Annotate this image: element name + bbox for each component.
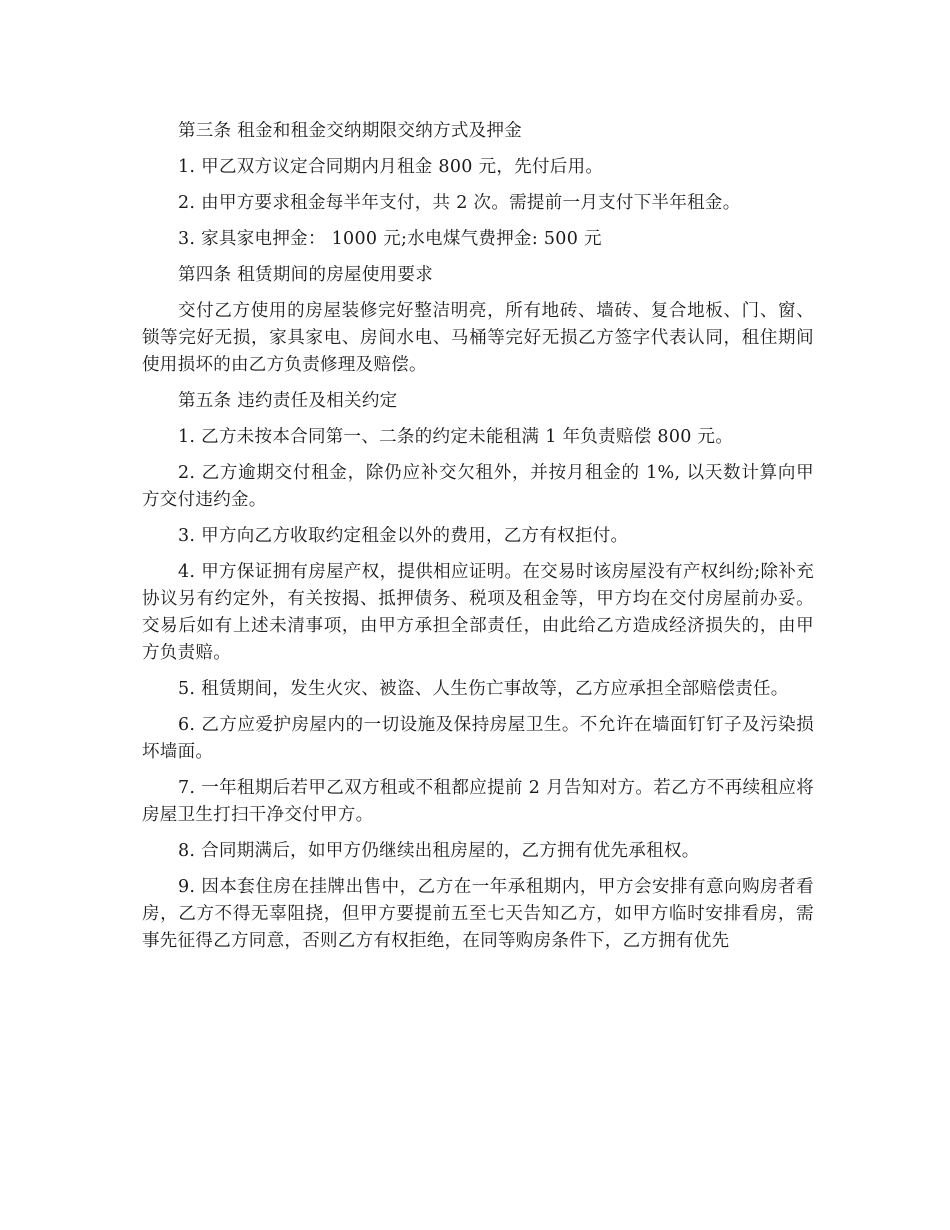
article-5-clause-2: 2. 乙方逾期交付租金，除仍应补交欠租外，并按月租金的 1%, 以天数计算向甲方交付违约金。 (142, 463, 814, 510)
article-5-clause-6: 6. 乙方应爱护房屋内的一切设施及保持房屋卫生。不允许在墙面钉钉子及污染损坏墙面。 (142, 715, 814, 762)
article-5-clause-5: 5. 租赁期间，发生火灾、被盗、人生伤亡事故等，乙方应承担全部赔偿责任。 (178, 679, 789, 699)
article-4-title: 第四条 租赁期间的房屋使用要求 (178, 265, 434, 285)
article-3-clause-1: 1. 甲乙双方议定合同期内月租金 800 元，先付后用。 (178, 157, 604, 177)
article-5-clause-1: 1. 乙方未按本合同第一、二条的约定未能租满 1 年负责赔偿 800 元。 (178, 427, 734, 447)
article-3-clause-2: 2. 由甲方要求租金每半年支付，共 2 次。需提前一月支付下半年租金。 (178, 193, 741, 213)
article-5-clause-7: 7. 一年租期后若甲乙双方租或不租都应提前 2 月告知对方。若乙方不再续租应将房屋卫生打扫干净交付甲方。 (142, 778, 814, 825)
article-3-title: 第三条 租金和租金交纳期限交纳方式及押金 (178, 121, 523, 141)
article-5-clause-3: 3. 甲方向乙方收取约定租金以外的费用，乙方有权拒付。 (178, 526, 629, 546)
article-4-body: 交付乙方使用的房屋装修完好整洁明亮，所有地砖、墙砖、复合地板、门、窗、锁等完好无损，家具家电、房间水电、马桶等完好无损乙方签字代表认同，租住期间使用损坏的由乙方负责修理及赔偿。 (142, 301, 814, 375)
article-5-title: 第五条 违约责任及相关约定 (178, 391, 398, 411)
document-body (142, 118, 814, 955)
article-5-clause-4: 4. 甲方保证拥有房屋产权，提供相应证明。在交易时该房屋没有产权纠纷;除补充协议另有约定外，有关按揭、抵押债务、税项及租金等，甲方均在交付房屋前办妥。交易后如有上述未清事项，由甲方承担全部责任，由此给乙方造成经济损失的，由甲方负责赔。 (142, 562, 814, 663)
article-5-clause-8: 8. 合同期满后，如甲方仍继续出租房屋的，乙方拥有优先承租权。 (178, 841, 700, 861)
article-5-clause-9: 9. 因本套住房在挂牌出售中，乙方在一年承租期内，甲方会安排有意向购房者看房，乙方不得无辜阻挠，但甲方要提前五至七天告知乙方，如甲方临时安排看房，需事先征得乙方同意，否则乙方有权拒绝，在同等购房条件下，乙方拥有优先 (142, 877, 814, 951)
article-3-clause-3: 3. 家具家电押金： 1000 元;水电煤气费押金: 500 元 (178, 229, 602, 249)
